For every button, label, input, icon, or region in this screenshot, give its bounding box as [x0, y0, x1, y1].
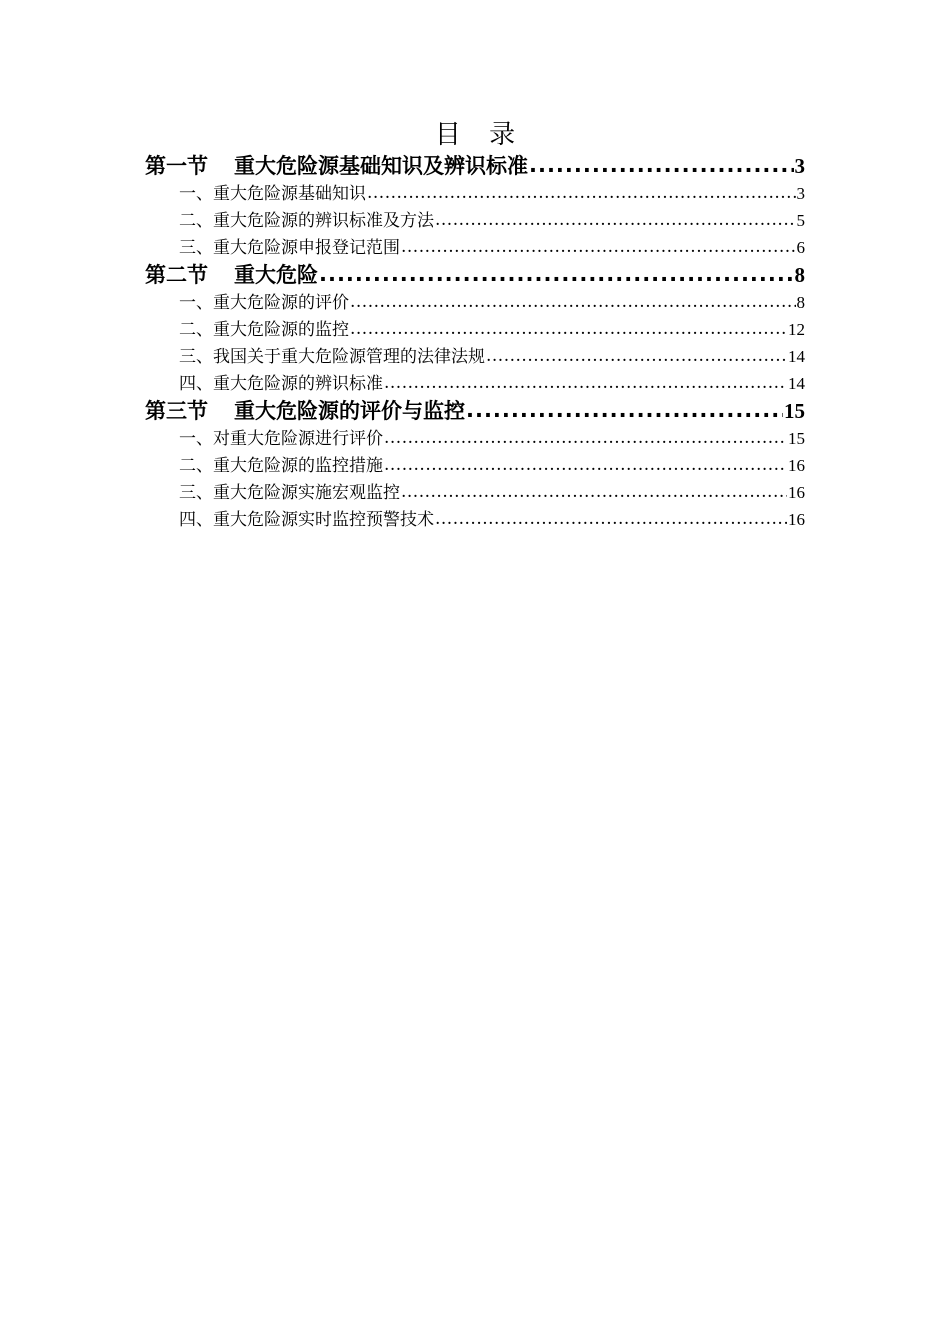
page-number: 15	[784, 399, 805, 423]
toc-item[interactable]	[145, 234, 805, 261]
section-title: 重大危险源基础知识及辨识标准	[234, 154, 528, 178]
dot-leader	[367, 180, 796, 207]
toc-item-label: 一、重大危险源的评价	[179, 293, 349, 313]
dot-leader	[435, 207, 796, 234]
toc-item-label: 三、我国关于重大危险源管理的法律法规	[179, 347, 485, 367]
toc-section-1[interactable]	[145, 152, 805, 180]
dot-leader	[401, 234, 796, 261]
page-number: 14	[788, 374, 805, 393]
toc-item[interactable]	[145, 452, 805, 479]
toc-item[interactable]	[145, 207, 805, 234]
toc-item[interactable]	[145, 506, 805, 533]
section-number: 第三节	[145, 399, 208, 423]
section-title: 重大危险源的评价与监控	[234, 399, 465, 423]
section-number: 第一节	[145, 154, 208, 178]
page-number: 16	[788, 483, 805, 502]
toc-section-3[interactable]	[145, 397, 805, 425]
toc-item-label: 一、对重大危险源进行评价	[179, 429, 383, 449]
toc-item[interactable]	[145, 343, 805, 370]
page-number: 8	[796, 293, 805, 312]
toc-item-label: 三、重大危险源实施宏观监控	[179, 483, 400, 503]
dot-leader	[466, 396, 783, 424]
dot-leader	[350, 316, 787, 343]
toc-item[interactable]	[145, 425, 805, 452]
toc-item-label: 二、重大危险源的监控	[179, 320, 349, 340]
dot-leader	[384, 452, 787, 479]
dot-leader	[319, 260, 794, 288]
table-of-contents	[145, 118, 805, 533]
page-number: 12	[788, 320, 805, 339]
toc-item-label: 二、重大危险源的监控措施	[179, 456, 383, 476]
dot-leader	[350, 289, 796, 316]
toc-item-label: 四、重大危险源的辨识标准	[179, 374, 383, 394]
section-number: 第二节	[145, 263, 208, 287]
dot-leader	[435, 506, 787, 533]
toc-item-label: 三、重大危险源申报登记范围	[179, 238, 400, 258]
toc-section-2[interactable]	[145, 261, 805, 289]
toc-item-label: 四、重大危险源实时监控预警技术	[179, 510, 434, 530]
toc-title: 目 录	[434, 120, 526, 150]
dot-leader	[529, 151, 794, 179]
page-number: 16	[788, 456, 805, 475]
page-number: 3	[796, 184, 805, 203]
page-number: 8	[794, 263, 805, 287]
toc-item[interactable]	[145, 370, 805, 397]
dot-leader	[486, 343, 787, 370]
toc-item[interactable]	[145, 479, 805, 506]
page-number: 14	[788, 347, 805, 366]
dot-leader	[384, 425, 787, 452]
toc-item-label: 二、重大危险源的辨识标准及方法	[179, 211, 434, 231]
page-number: 16	[788, 510, 805, 529]
dot-leader	[401, 479, 787, 506]
page-number: 15	[788, 429, 805, 448]
toc-item[interactable]	[145, 316, 805, 343]
page-number: 6	[796, 238, 805, 257]
dot-leader	[384, 370, 787, 397]
toc-item[interactable]	[145, 180, 805, 207]
section-title: 重大危险	[234, 263, 318, 287]
page-number: 5	[796, 211, 805, 230]
page-number: 3	[794, 154, 805, 178]
toc-item[interactable]	[145, 289, 805, 316]
toc-item-label: 一、重大危险源基础知识	[179, 184, 366, 204]
